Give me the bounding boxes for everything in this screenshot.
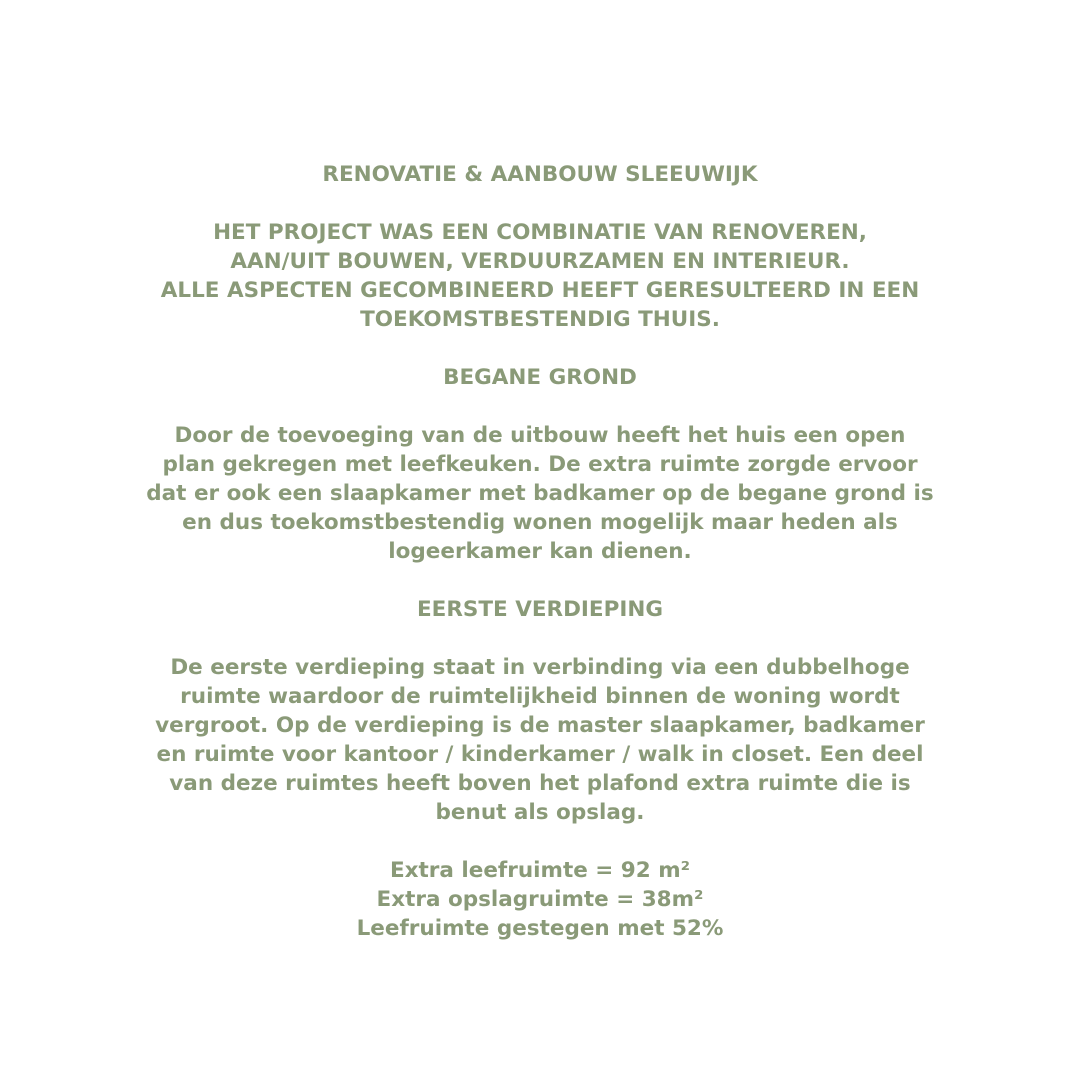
body-line: Door de toevoeging van de uitbouw heeft het huis een open <box>174 423 906 448</box>
stat-leefruimte-gestegen: Leefruimte gestegen met 52% <box>356 916 724 941</box>
project-title-block <box>0 160 1080 189</box>
intro-line: HET PROJECT WAS EEN COMBINATIE VAN RENOVEREN, <box>213 220 867 245</box>
intro-line: ALLE ASPECTEN GECOMBINEERD HEEFT GERESULTEERD IN EEN <box>160 278 920 303</box>
body-line: benut als opslag. <box>435 800 645 825</box>
document-body <box>0 160 1080 943</box>
section-heading-begane-grond: BEGANE GROND <box>443 365 637 390</box>
body-line: ruimte waardoor de ruimtelijkheid binnen de woning wordt <box>180 684 900 709</box>
body-line: plan gekregen met leefkeuken. De extra ruimte zorgde ervoor <box>162 452 918 477</box>
body-line: en dus toekomstbestendig wonen mogelijk maar heden als <box>182 510 898 535</box>
stats-block <box>0 856 1080 943</box>
intro-line: AAN/UIT BOUWEN, VERDUURZAMEN EN INTERIEUR. <box>230 249 850 274</box>
project-title: RENOVATIE & AANBOUW SLEEUWIJK <box>322 162 758 187</box>
section-heading-block <box>0 595 1080 624</box>
body-line: van deze ruimtes heeft boven het plafond extra ruimte die is <box>169 771 911 796</box>
section-body-begane-grond <box>0 421 1080 566</box>
body-line: De eerste verdieping staat in verbinding via een dubbelhoge <box>170 655 910 680</box>
section-heading-eerste-verdieping: EERSTE VERDIEPING <box>416 597 664 622</box>
intro-paragraph <box>0 218 1080 334</box>
intro-line: TOEKOMSTBESTENDIG THUIS. <box>360 307 720 332</box>
body-line: vergroot. Op de verdieping is de master slaapkamer, badkamer <box>155 713 925 738</box>
stat-extra-leefruimte: Extra leefruimte = 92 m² <box>389 858 691 883</box>
body-line: logeerkamer kan dienen. <box>388 539 692 564</box>
section-body-eerste-verdieping <box>0 653 1080 827</box>
body-line: en ruimte voor kantoor / kinderkamer / walk in closet. Een deel <box>156 742 924 767</box>
stat-extra-opslagruimte: Extra opslagruimte = 38m² <box>376 887 704 912</box>
section-heading-block <box>0 363 1080 392</box>
body-line: dat er ook een slaapkamer met badkamer op de begane grond is <box>146 481 934 506</box>
